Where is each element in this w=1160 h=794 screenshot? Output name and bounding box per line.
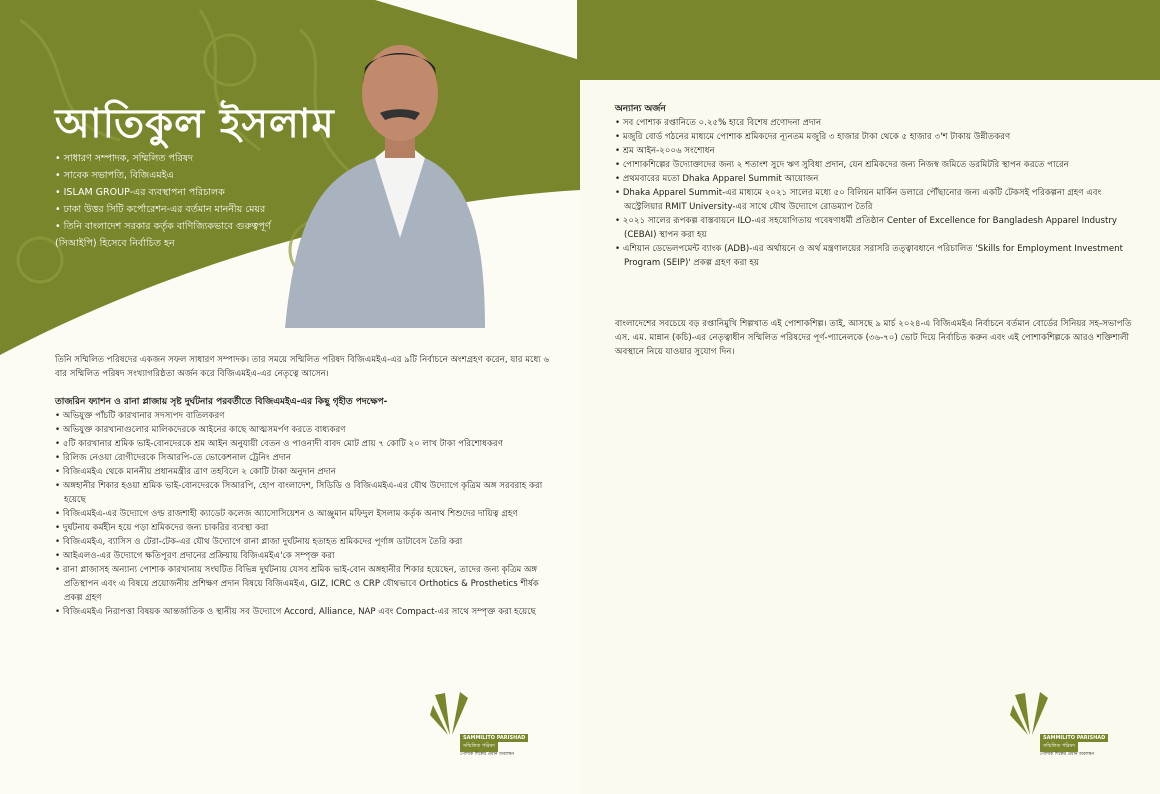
list-item: • মজুরি বোর্ড গঠনের মাধ্যমে পোশাক শ্রমিকদের ন্যূনতম মজুরি ৩ হাজার টাকা থেকে ৫ হাজার ৩'শ টাকায় উন্নীতকরণ [615,130,1135,144]
sammilito-logo [430,690,540,760]
list-item: • ২০২১ সালের রূপকল্প বাস্তবায়নে ILO-এর সহযোগিতায় গবেষণাধর্মী প্রতিষ্ঠান Center of Excellence for Bangladesh Apparel Industry (CEBAI) স্থাপন করা হয় [615,214,1135,242]
list-item: • আইএলও-এর উদ্যোগে ক্ষতিপূরণ প্রদানের প্রক্রিয়ায় বিজিএমইএ'কে সম্পৃক্ত করা [55,549,550,563]
list-item: • দুর্ঘটনায় কর্মহীন হয়ে পড়া শ্রমিকদের জন্য চাকরির ব্যবস্থা করা [55,521,550,535]
list-item: • রিলিজ নেওয়া রোগীদেরকে সিআরপি-তে ভোকেশনাল ট্রেনিং প্রদান [55,451,550,465]
steps-heading: তাজরিন ফ্যাশন ও রানা প্লাজায় সৃষ্ট দুর্ঘটনার পরবর্তীতে বিজিএমইএ-এর কিছু গৃহীত পদক্ষেপ- [55,397,388,407]
right-page [580,0,1160,794]
logo-text-bn: সম্মিলিত পরিষদ [1040,742,1078,752]
achievements-list [615,116,1135,270]
logo-tagline: পোশাক শিল্পের প্রধান অবলম্বন [1040,752,1095,757]
role-item: • সাবেক সভাপতি, বিজিএমইএ [55,167,305,184]
intro-paragraph: তিনি সম্মিলিত পরিষদের একজন সফল সাধারণ সম্পাদক। তার সময়ে সম্মিলিত পরিষদ বিজিএমইএ-এর ৯টি নির্বাচনে অংশগ্রহণ করেন, যার মধ্যে ৬ বার সম্মিলিত পরিষদ সংখ্যাগরিষ্ঠতা অর্জন করে বিজিএমইএ-এর নেতৃত্বে আসেন। [55,355,550,379]
logo-text-en: SAMMILITO PARISHAD [460,734,528,742]
appeal-paragraph: বাংলাদেশের সবচেয়ে বড় রপ্তানিমুখি শিল্পখাত এই পোশাকশিল্প। তাই, আসছে ৯ মার্চ ২০২৪-এ বিজিএমইএ নির্বাচনে বর্তমান বোর্ডের সিনিয়র সহ-সভাপতি এস. এম. মান্নান (কচি)-এর নেতৃত্বাধীন সম্মিলিত পরিষদের পূর্ণ-প্যানেলকে (৩৬-৭০) ভোট দিয়ে নির্বাচিত করুন এবং এই পোশাকশিল্পকে আরও শক্তিশালী অবস্থানে নিয়ে যাওয়ার সুযোগ দিন। [615,319,1132,357]
list-item: • অঙ্গহানীর শিকার হওয়া শ্রমিক ভাই-বোনদেরকে সিআরপি, হোপ বাংলাদেশ, সিডিডি ও বিজিএমইএ-এর যৌথ উদ্যোগে কৃত্রিম অঙ্গ সরবরাহ করা হয়েছে [55,479,550,507]
list-item: • প্রথমবারের মতো Dhaka Apparel Summit আয়োজন [615,172,1135,186]
logo-text-bn: সম্মিলিত পরিষদ [460,742,498,752]
logo-swirl-icon [1010,690,1050,740]
list-item: • বিজিএমইএ নিরাপত্তা বিষয়ক আন্তর্জাতিক ও স্থানীয় সব উদ্যোগে Accord, Alliance, NAP এবং Compact-এর সাথে সম্পৃক্ত করা হয়েছে [55,605,550,619]
list-item: • বিজিএমইএ থেকে মাননীয় প্রধানমন্ত্রীর ত্রাণ তহবিলে ২ কোটি টাকা অনুদান প্রদান [55,465,550,479]
roles-list [55,150,305,252]
logo-text-en: SAMMILITO PARISHAD [1040,734,1108,742]
logo-swirl-icon [430,690,470,740]
person-name: আতিকুল ইসলাম [55,101,335,147]
list-item: • অভিযুক্ত পাঁচটি কারখানার সদস্যপদ বাতিলকরণ [55,409,550,423]
list-item: • সব পোশাক রপ্তানিতে ০.২৫% হারে বিশেষ প্রণোদনা প্রদান [615,116,1135,130]
role-item: • সাধারণ সম্পাদক, সম্মিলিত পরিষদ [55,150,305,167]
header-green-band [577,0,1160,80]
list-item: • Dhaka Apparel Summit-এর মাধ্যমে ২০২১ সালের মধ্যে ৫০ বিলিয়ন মার্কিন ডলারে পৌঁছানোর জন্য একটি টেকসই পরিকল্পনা গ্রহণ এবং অস্ট্রেলিয়ার RMIT University-এর সাথে যৌথ উদ্যোগে রোডম্যাপ তৈরি [615,186,1135,214]
list-item: • বিজিএমইএ, ব্যাসিস ও টেরা-টেক-এর যৌথ উদ্যোগে রানা প্লাজা দুর্ঘটনায় হতাহত শ্রমিকদের পূর্ণাঙ্গ ডাটাবেস তৈরি করা [55,535,550,549]
list-item: • এশিয়ান ডেভেলপমেন্ট ব্যাংক (ADB)-এর অর্থায়নে ও অর্থ মন্ত্রণালয়ের সরাসরি তত্ত্বাবধানে পরিচালিত 'Skills for Employment Investment Program (SEIP)' প্রকল্প গ্রহণ করা হয় [615,242,1135,270]
portrait-photo [285,28,485,328]
achievements-heading: অন্যান্য অর্জন [615,104,666,114]
list-item: • ৫টি কারখানার শ্রমিক ভাই-বোনদেরকে শ্রম আইন অনুযায়ী বেতন ও পাওনাদী বাবদ মোট প্রায় ৭ কোটি ২০ লাখ টাকা পরিশোধকরণ [55,437,550,451]
list-item: • পোশাকশিল্পের উদ্যোক্তাদের জন্য ২ শতাংশ সুদে ঋণ সুবিধা প্রদান, যেন শ্রমিকদের জন্য নিজস্ব জমিতে ডরমিটরি স্থাপন করতে পারেন [615,158,1135,172]
list-item: • বিজিএমইএ-এর উদ্যোগে ওল্ড রাজশাহী ক্যাডেট কলেজ অ্যাসোসিয়েশন ও আঞ্জুমান মফিদুল ইসলাম কর্তৃক অনাথ শিশুদের দায়িত্ব গ্রহণ [55,507,550,521]
role-item: • ISLAM GROUP-এর ব্যবস্থাপনা পরিচালক [55,184,305,201]
role-item: • ঢাকা উত্তর সিটি কর্পোরেশন-এর বর্তমান মাননীয় মেয়র [55,201,305,218]
role-item: • তিনি বাংলাদেশ সরকার কর্তৃক বাণিজ্যিকভাবে গুরুত্বপূর্ণ (সিআইপি) হিসেবে নির্বাচিত হন [55,218,305,252]
logo-tagline: পোশাক শিল্পের প্রধান অবলম্বন [460,752,515,757]
sammilito-logo [1010,690,1120,760]
list-item: • অভিযুক্ত কারখানাগুলোর মালিকদেরকে আইনের কাছে আত্মসমর্পণ করতে বাধ্যকরণ [55,423,550,437]
list-item: • শ্রম আইন-২০০৬ সংশোধন [615,144,1135,158]
list-item: • রানা প্লাজাসহ অন্যান্য পোশাক কারখানায় সংঘটিত বিভিন্ন দুর্ঘটনায় যেসব শ্রমিক ভাই-বোন অঙ্গহানীর শিকার হয়েছেন, তাদের জন্য কৃত্রিম অঙ্গ প্রতিস্থাপন এবং এ বিষয়ে প্রয়োজনীয় প্রশিক্ষণ প্রদান বিষয়ে বিজিএমইএ, GIZ, ICRC ও CRP যৌথভাবে Orthotics & Prosthetics শীর্ষক প্রকল্প গ্রহণ [55,563,550,605]
steps-list [55,409,550,619]
